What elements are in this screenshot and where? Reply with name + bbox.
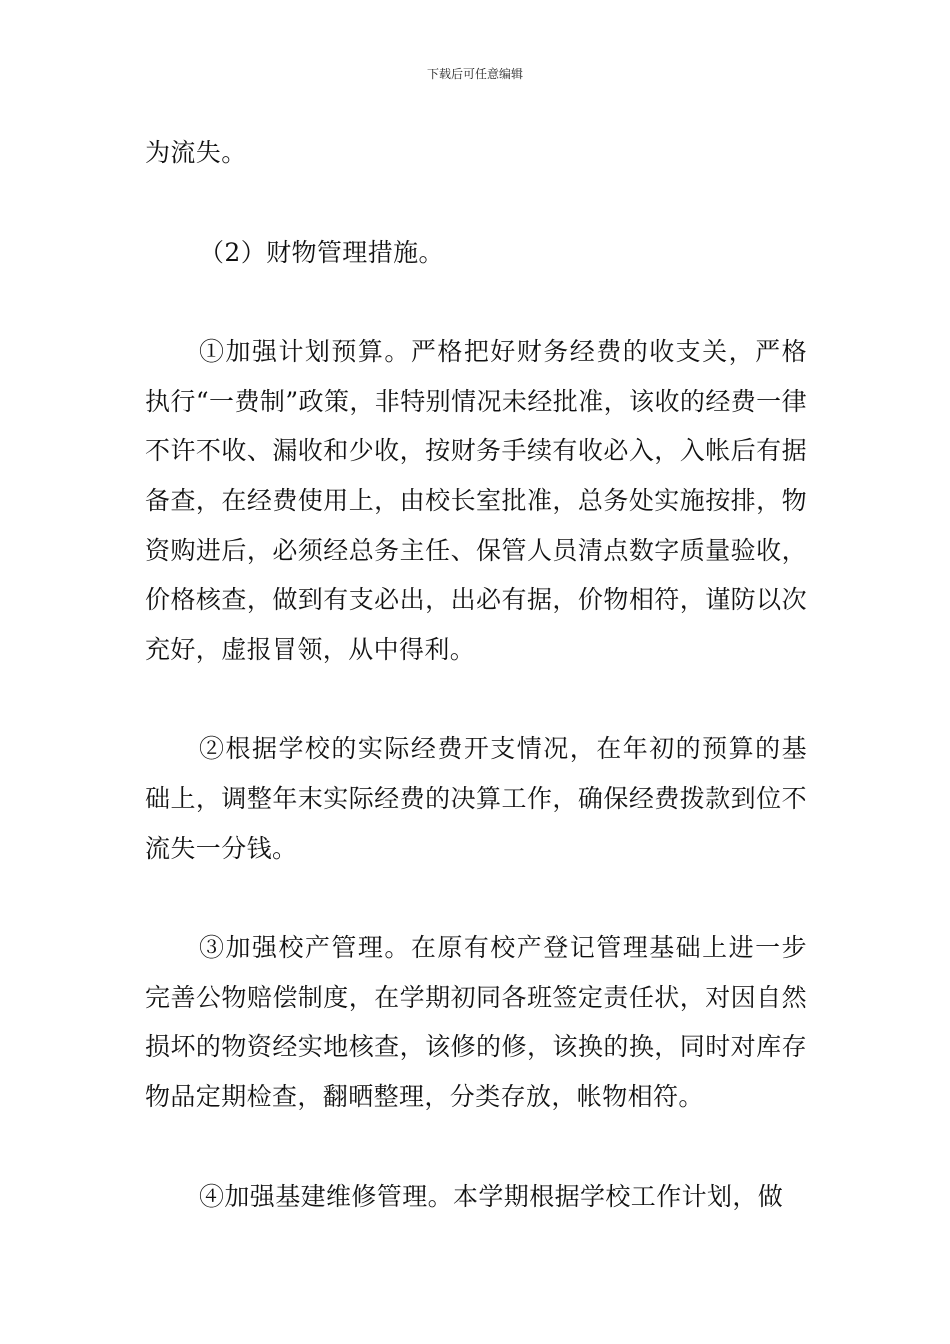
paragraph-construction-maintenance: ④加强基建维修管理。本学期根据学校工作计划，做	[199, 1181, 784, 1211]
document-body	[145, 128, 807, 1221]
paragraph-property-management: ③加强校产管理。在原有校产登记管理基础上进一步完善公物赔偿制度，在学期初同各班签定责任状，对因自然损坏的物资经实地核查，该修的修，该换的换，同时对库存物品定期检查，翻晒整理，分类存放，帐物相符。	[145, 933, 807, 1111]
page-header-note: 下载后可任意编辑	[426, 67, 523, 81]
paragraph-budget-planning: ①加强计划预算。严格把好财务经费的收支关，严格执行“一费制”政策，非特别情况未经批准，该收的经费一律不许不收、漏收和少收，按财务手续有收必入，入帐后有据备查，在经费使用上，由校长室批准，总务处实施按排，物资购进后，必须经总务主任、保管人员清点数字质量验收，价格核查，做到有支必出，出必有据，价物相符，谨防以次充好，虚报冒领，从中得利。	[145, 337, 807, 664]
section-heading-financial-measures: （2）财物管理措施。	[199, 237, 444, 267]
paragraph-expense-accounting: ②根据学校的实际经费开支情况，在年初的预算的基础上，调整年末实际经费的决算工作，确保经费拨款到位不流失一分钱。	[145, 734, 807, 863]
paragraph-continuation: 为流失。	[145, 138, 247, 167]
